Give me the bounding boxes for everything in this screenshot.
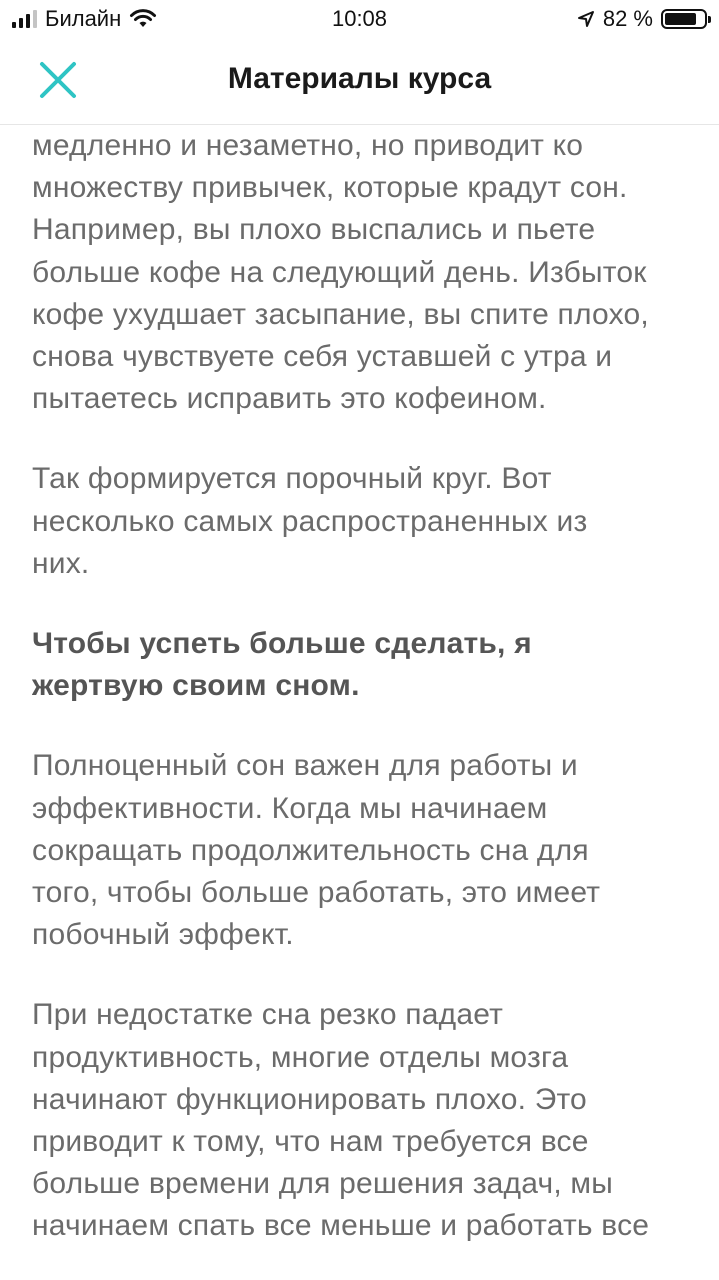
text-line: При недостатке сна резко падает [32,998,504,1032]
location-arrow-icon [577,10,595,28]
text-line: побочный эффект. [32,918,294,952]
text-line: сокращать продолжительность сна для [32,833,589,867]
section-heading [32,623,692,707]
clock: 10:08 [331,6,388,31]
status-bar [0,0,719,40]
text-line: продуктивность, многие отделы мозга [32,1040,569,1074]
text-line: несколько самых распространенных из [32,504,588,538]
carrier-name: Билайн [45,6,122,31]
nav-bar [0,40,719,125]
paragraph-1 [32,125,692,420]
paragraph-4 [32,994,692,1247]
heading-line: Чтобы успеть больше сделать, я [32,627,532,661]
text-line: того, чтобы больше работать, это имеет [32,876,601,910]
text-line: кофе ухудшает засыпание, вы спите плохо, [32,297,649,331]
page-title: Материалы курса [227,62,492,95]
text-line: начинаем спать все меньше и работать все [32,1209,650,1243]
text-line: больше времени для решения задач, мы [32,1167,613,1201]
text-line: больше кофе на следующий день. Избыток [32,255,647,289]
battery-icon [661,9,707,29]
text-line: Например, вы плохо выспались и пьете [32,213,596,247]
text-line: эффективности. Когда мы начинаем [32,791,548,825]
text-line: Полноценный сон важен для работы и [32,749,578,783]
heading-line: жертвую своим сном. [32,669,360,703]
text-line: Так формируется порочный круг. Вот [32,462,552,496]
paragraph-2 [32,458,692,585]
text-line: снова чувствуете себя уставшей с утра и [32,340,613,374]
battery-fill [665,13,696,25]
status-right [577,6,707,32]
text-line: медленно и незаметно, но приводит ко [32,129,584,162]
text-line: пытаетесь исправить это кофеином. [32,382,547,416]
text-line: них. [32,546,90,580]
text-line: множеству привычек, которые крадут сон. [32,171,628,205]
text-line: приводит к тому, что нам требуется все [32,1125,589,1159]
text-line: начинают функционировать плохо. Это [32,1082,587,1116]
battery-percentage: 82 % [602,6,653,31]
article-content [32,125,692,1280]
paragraph-3 [32,745,692,956]
